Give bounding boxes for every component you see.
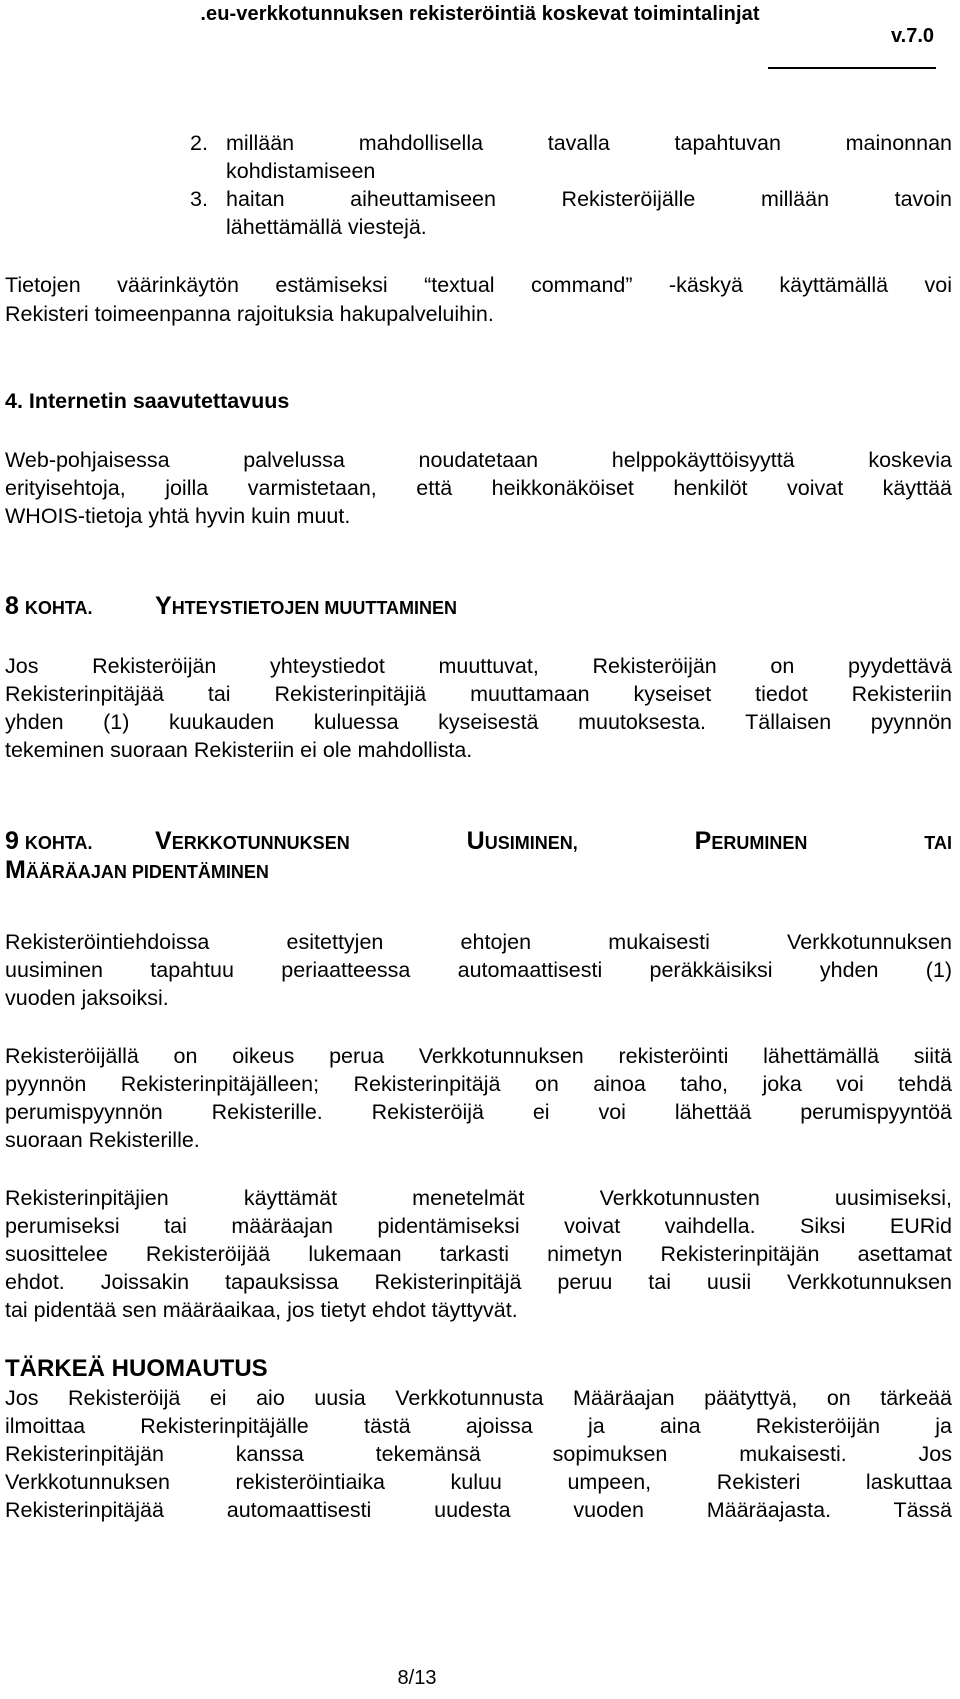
paragraph-line: Tietojen väärinkäytön estämiseksi “textual command” -käskyä käyttämällä voi [5, 273, 952, 297]
paragraph-line: Jos Rekisteröijä ei aio uusia Verkkotunnusta Määräajan päätyttyä, on tärkeää [5, 1386, 952, 1410]
paragraph-line: ehdot. Joissakin tapauksissa Rekisterinpitäjä peruu tai uusii Verkkotunnuksen [5, 1270, 952, 1294]
section-number: 9 [5, 827, 19, 855]
section-heading [5, 827, 952, 885]
list-text: millään mahdollisella tavalla tapahtuvan mainonnan [226, 131, 952, 155]
section-number: 8 [5, 592, 19, 620]
paragraph-line: Verkkotunnuksen rekisteröintiaika kuluu umpeen, Rekisteri laskuttaa [5, 1470, 952, 1494]
title-capital: V [155, 827, 172, 855]
list-number: 3. [190, 187, 208, 211]
section-heading: 4. Internetin saavutettavuus [5, 389, 290, 413]
paragraph-line: Jos Rekisteröijän yhteystiedot muuttuvat, Rekisteröijän on pyydettävä [5, 654, 952, 678]
title-capital: P [694, 827, 712, 855]
list-text: haitan aiheuttamiseen Rekisteröijälle millään tavoin [226, 187, 952, 211]
paragraph-line: uusiminen tapahtuu periaatteessa automaattisesti peräkkäisiksi yhden (1) [5, 958, 952, 982]
paragraph-line: erityisehtoja, joilla varmistetaan, että heikkonäköiset henkilöt voivat käyttää [5, 476, 952, 500]
paragraph-line: ilmoittaa Rekisterinpitäjälle tästä ajoissa ja aina Rekisteröijän ja [5, 1414, 952, 1438]
title-capital: Y [155, 592, 172, 620]
paragraph-line: yhden (1) kuukauden kuluessa kyseisestä muutoksesta. Tällaisen pyynnön [5, 710, 952, 734]
title-rest: HTEYSTIETOJEN MUUTTAMINEN [171, 598, 458, 618]
paragraph-line: tekeminen suoraan Rekisteriin ei ole mahdollista. [5, 738, 473, 762]
header-title: .eu-verkkotunnuksen rekisteröintiä koskevat toimintalinjat [200, 3, 760, 25]
title-rest: ÄÄRÄAJAN PIDENTÄMINEN [25, 862, 269, 882]
title-rest: ERKKOTUNNUKSEN [171, 833, 350, 853]
note-heading: TÄRKEÄ HUOMAUTUS [5, 1355, 268, 1382]
paragraph-line: Rekisterinpitäjää tai Rekisterinpitäjiä muuttamaan kyseiset tiedot Rekisteriin [5, 682, 952, 706]
title-rest: TAI [924, 833, 952, 853]
paragraph-line: suoraan Rekisterille. [5, 1128, 200, 1152]
paragraph-line: vuoden jaksoiksi. [5, 986, 169, 1010]
paragraph-line: pyynnön Rekisterinpitäjälleen; Rekisterinpitäjä on ainoa taho, joka voi tehdä [5, 1072, 952, 1096]
header-rule [768, 67, 936, 69]
paragraph-line: perumispyynnön Rekisterille. Rekisteröijä ei voi lähettää perumispyyntöä [5, 1100, 952, 1124]
list-item [190, 130, 952, 185]
paragraph-line: Web-pohjaisessa palvelussa noudatetaan helppokäyttöisyyttä koskevia [5, 448, 952, 472]
list-number: 2. [190, 131, 208, 155]
section-heading [5, 592, 952, 621]
list-text-cont: lähettämällä viestejä. [226, 214, 427, 239]
paragraph-line: tai pidentää sen määräaikaa, jos tietyt ehdot täyttyvät. [5, 1298, 518, 1322]
list-text-cont: kohdistamiseen [226, 158, 376, 183]
paragraph-line: perumiseksi tai määräajan pidentämiseksi voivat vaihdella. Siksi EURid [5, 1214, 952, 1238]
title-capital: M [5, 856, 26, 884]
paragraph-line: Rekisteröintiehdoissa esitettyjen ehtojen mukaisesti Verkkotunnuksen [5, 930, 952, 954]
header-version: v.7.0 [891, 25, 934, 47]
title-rest: ERUMINEN [711, 833, 808, 853]
list-item [190, 186, 952, 241]
paragraph-line: Rekisterinpitäjien käyttämät menetelmät Verkkotunnusten uusimiseksi, [5, 1186, 952, 1210]
paragraph-line: Rekisterinpitäjää automaattisesti uudesta vuoden Määräajasta. Tässä [5, 1498, 952, 1522]
paragraph-line: suosittelee Rekisteröijää lukemaan tarkasti nimetyn Rekisterinpitäjän asettamat [5, 1242, 952, 1266]
title-capital: U [466, 827, 485, 855]
page-number: 8/13 [397, 1667, 437, 1689]
paragraph-line: Rekisteri toimeenpanna rajoituksia hakupalveluihin. [5, 302, 494, 326]
section-label: KOHTA. [24, 833, 93, 853]
paragraph-line: Rekisteröijällä on oikeus perua Verkkotunnuksen rekisteröinti lähettämällä siitä [5, 1044, 952, 1068]
section-label: KOHTA. [24, 598, 93, 618]
paragraph-line: Rekisterinpitäjän kanssa tekemänsä sopimuksen mukaisesti. Jos [5, 1442, 952, 1466]
title-rest: USIMINEN, [484, 833, 578, 853]
paragraph-line: WHOIS-tietoja yhtä hyvin kuin muut. [5, 504, 351, 528]
